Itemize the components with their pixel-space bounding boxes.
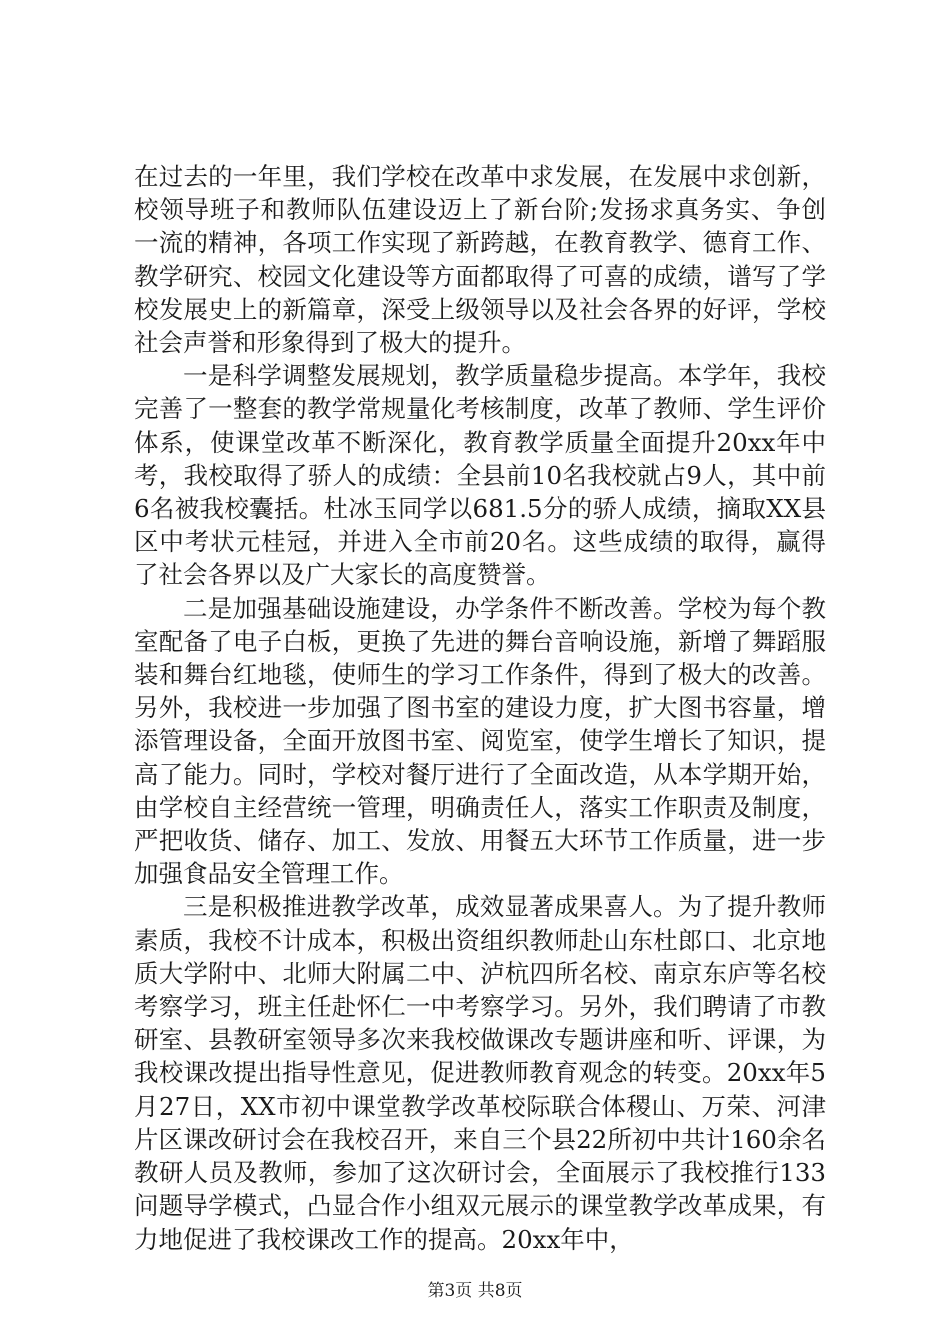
paragraph-intro: 在过去的一年里，我们学校在改革中求发展，在发展中求创新，校领导班子和教师队伍建设迈上了新台阶;发扬求真务实、争创一流的精神，各项工作实现了新跨越，在教育教学、德育工作、教学研究、校园文化建设等方面都取得了可喜的成绩，谱写了学校发展史上的新篇章，深受上级领导以及社会各界的好评，学校社会声誉和形象得到了极大的提升。 bbox=[134, 162, 826, 358]
paragraph-teaching-quality: 一是科学调整发展规划，教学质量稳步提高。本学年，我校完善了一整套的教学常规量化考核制度，改革了教师、学生评价体系，使课堂改革不断深化，教育教学质量全面提升20xx年中考，我校取得了骄人的成绩：全县前10名我校就占9人，其中前6名被我校囊括。杜冰玉同学以681.5分的骄人成绩，摘取XX县区中考状元桂冠，并进入全市前20名。这些成绩的取得，赢得了社会各界以及广大家长的高度赞誉。 bbox=[134, 361, 826, 590]
page-footer: 第3页 共8页 bbox=[427, 1281, 523, 1301]
paragraph-infrastructure: 二是加强基础设施建设，办学条件不断改善。学校为每个教室配备了电子白板，更换了先进的舞台音响设施，新增了舞蹈服装和舞台红地毯，使师生的学习工作条件，得到了极大的改善。另外，我校进一步加强了图书室的建设力度，扩大图书容量，增添管理设备，全面开放图书室、阅览室，使学生增长了知识，提高了能力。同时，学校对餐厅进行了全面改造，从本学期开始，由学校自主经营统一管理，明确责任人，落实工作职责及制度，严把收货、储存、加工、发放、用餐五大环节工作质量，进一步加强食品安全管理工作。 bbox=[134, 593, 826, 889]
paragraph-teaching-reform: 三是积极推进教学改革，成效显著成果喜人。为了提升教师素质，我校不计成本，积极出资组织教师赴山东杜郎口、北京地质大学附中、北师大附属二中、泸杭四所名校、南京东庐等名校考察学习，班主任赴怀仁一中考察学习。另外，我们聘请了市教研室、县教研室领导多次来我校做课改专题讲座和听、评课，为我校课改提出指导性意见，促进教师教育观念的转变。20xx年5月27日，XX市初中课堂教学改革校际联合体稷山、万荣、河津片区课改研讨会在我校召开，来自三个县22所初中共计160余名教研人员及教师，参加了这次研讨会，全面展示了我校推行133问题导学模式，凸显合作小组双元展示的课堂教学改革成果，有力地促进了我校课改工作的提高。20xx年中， bbox=[134, 892, 826, 1254]
document-body bbox=[134, 160, 826, 1256]
